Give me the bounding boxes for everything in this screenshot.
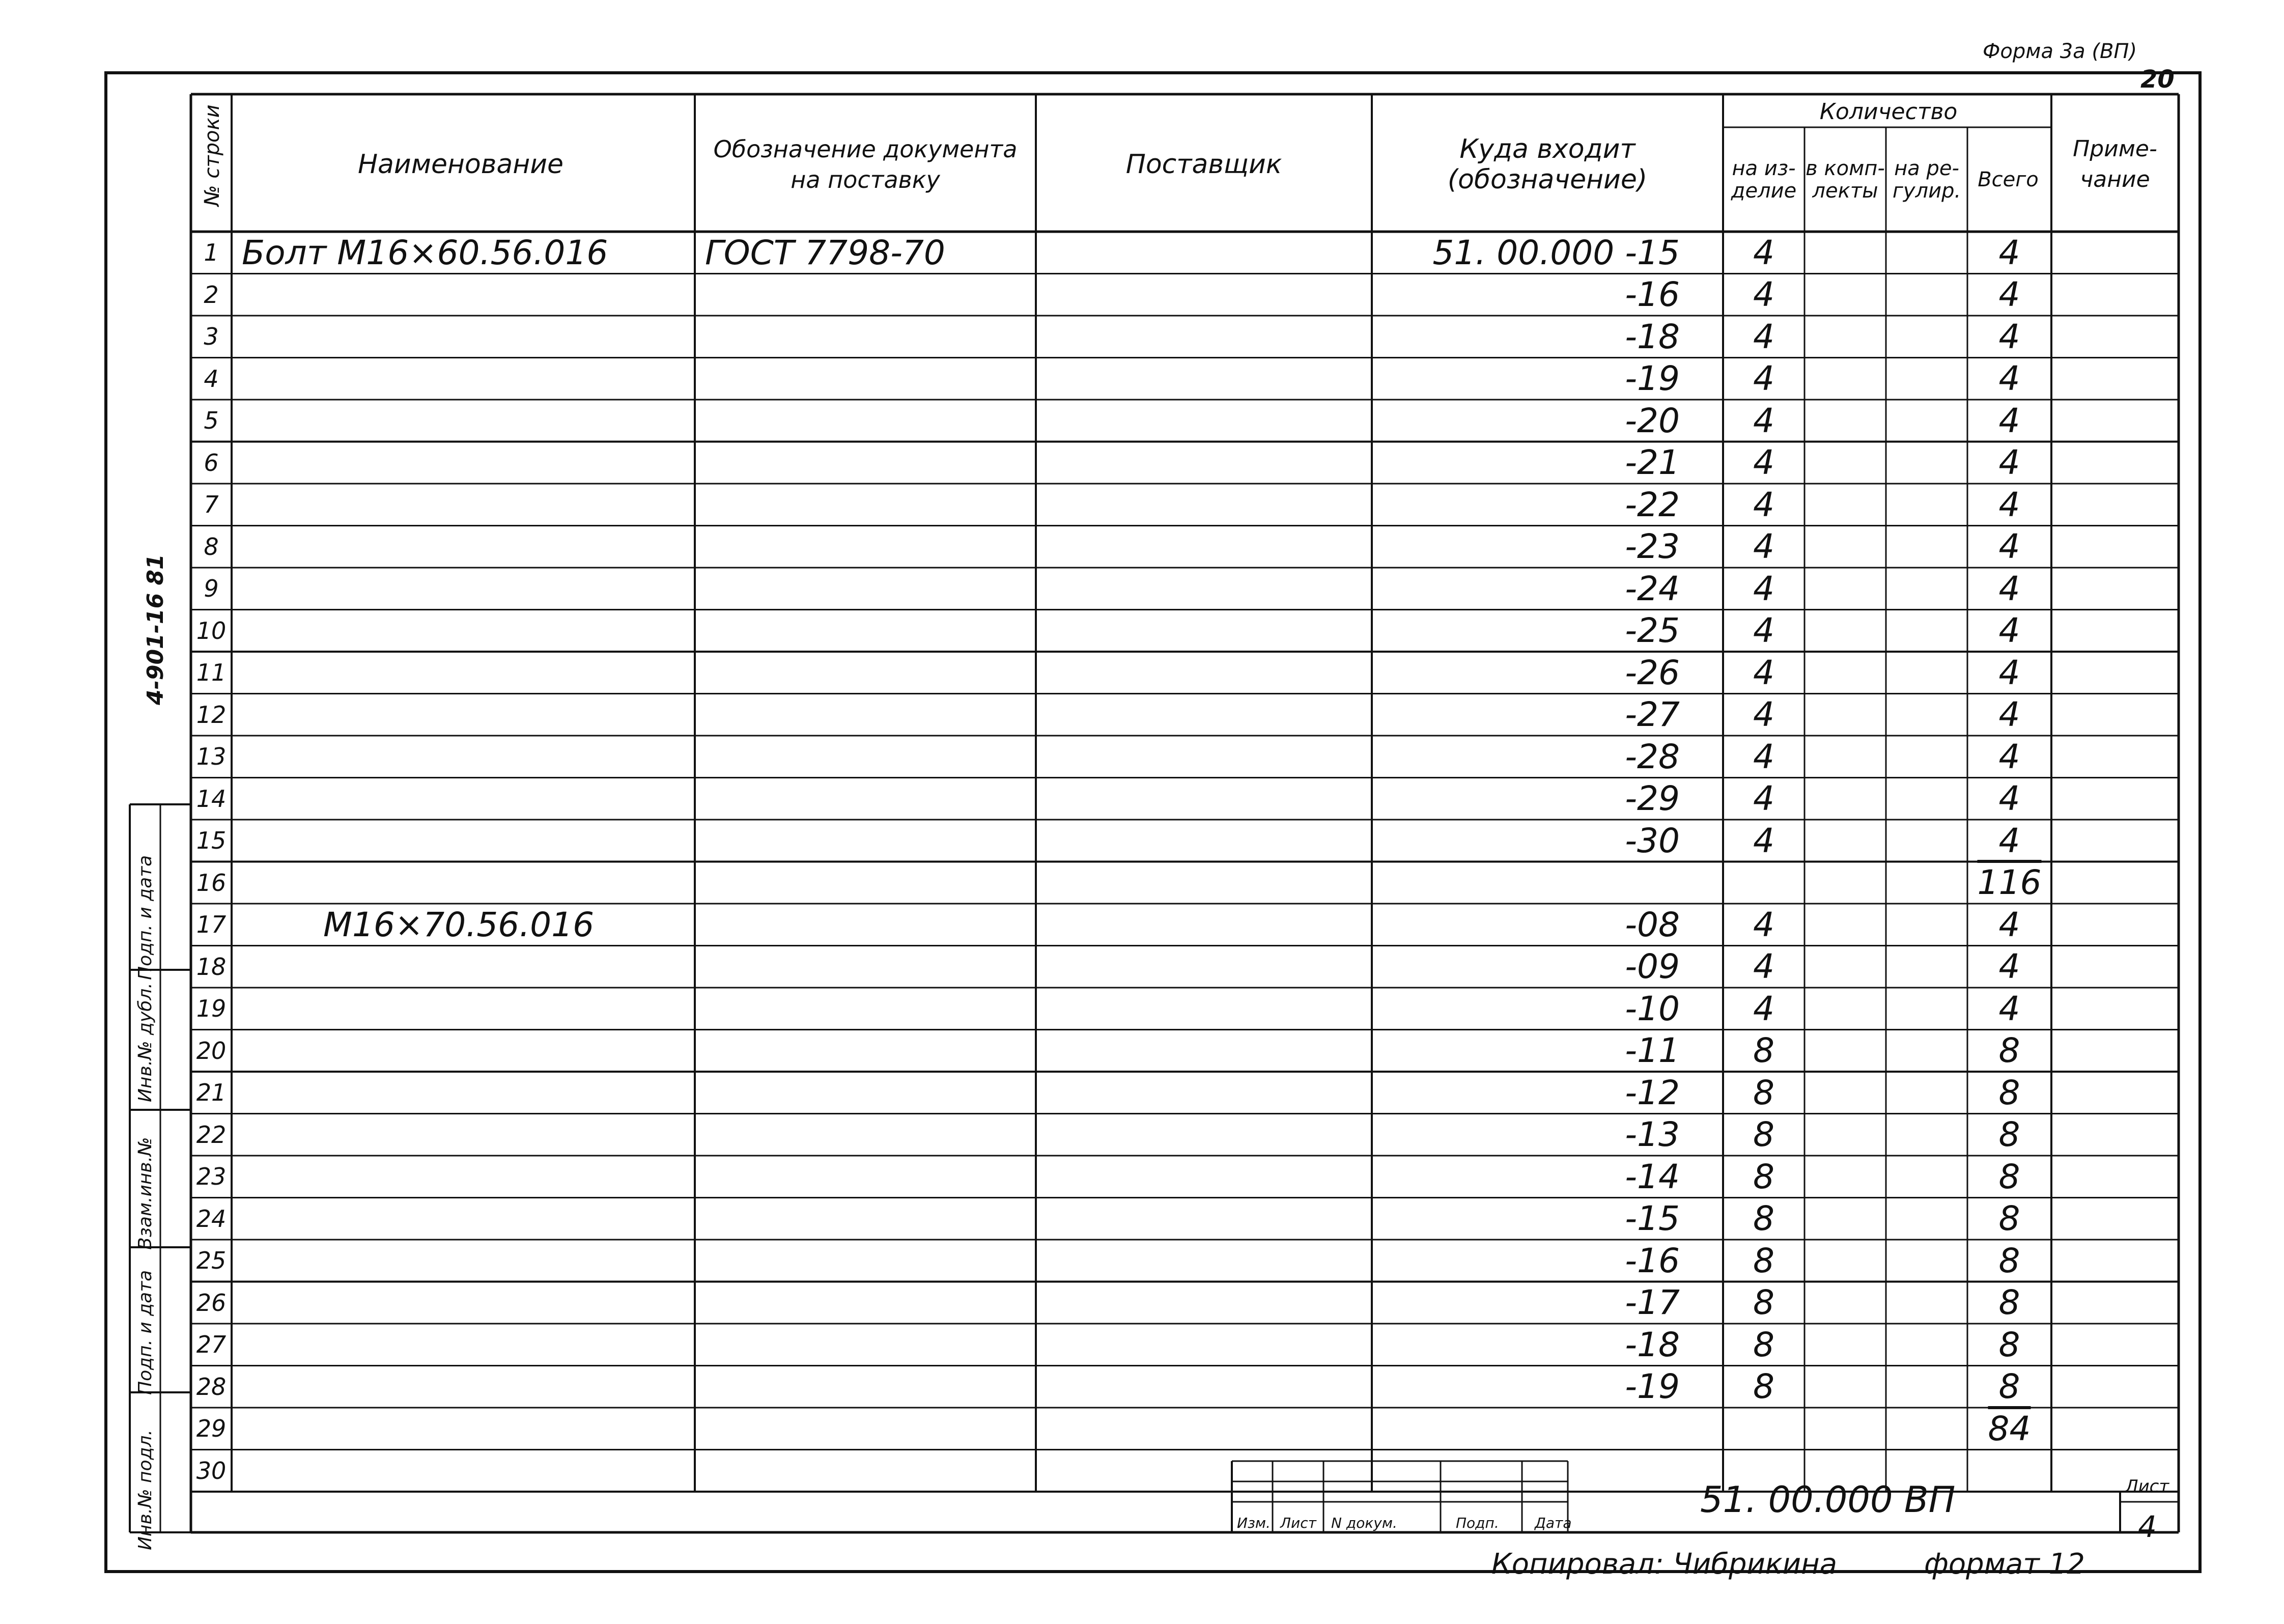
qty-per-item: 4 <box>1753 695 1774 735</box>
delivery-doc <box>705 400 1036 442</box>
header-qty-in-kit: в комп-лекты <box>1806 156 1885 203</box>
copied-by: Копировал: Чибрикина <box>1491 1548 1838 1581</box>
qty-per-item: 4 <box>1753 737 1774 776</box>
destination: -23 <box>1625 527 1680 567</box>
item-name <box>242 358 695 400</box>
item-name <box>242 1198 695 1240</box>
header-qty-per-item: на из-делие <box>1731 156 1797 203</box>
qty-total: 8 <box>1998 1367 2020 1407</box>
delivery-doc <box>705 568 1036 610</box>
row-number: 23 <box>196 1163 227 1191</box>
item-name <box>242 568 695 610</box>
destination: -12 <box>1625 1073 1680 1112</box>
row-number: 12 <box>196 701 227 729</box>
qty-per-item: 4 <box>1753 653 1774 692</box>
delivery-doc <box>705 526 1036 568</box>
row-number: 30 <box>196 1457 227 1485</box>
sheet-label: Лист <box>2125 1476 2169 1497</box>
delivery-doc <box>705 778 1036 820</box>
destination: -30 <box>1625 821 1680 860</box>
destination: -19 <box>1625 1367 1680 1407</box>
item-name: Болт М16×60.56.016 <box>242 233 608 272</box>
item-name <box>242 1156 695 1198</box>
item-name <box>242 610 695 652</box>
header-note: Приме-чание <box>2073 135 2157 192</box>
row-number: 9 <box>204 575 219 603</box>
qty-per-item: 4 <box>1753 821 1774 860</box>
qty-total: 8 <box>1998 1115 2020 1155</box>
destination: -16 <box>1625 1241 1680 1280</box>
destination: -27 <box>1625 695 1680 735</box>
delivery-doc <box>705 1030 1036 1072</box>
tb-izm: Изм. <box>1237 1515 1271 1531</box>
qty-per-item: 4 <box>1753 779 1774 819</box>
row-number: 8 <box>204 533 219 561</box>
qty-total: 4 <box>1998 905 2020 944</box>
header-qty-reg: на ре-гулир. <box>1892 156 1961 203</box>
row-number: 6 <box>204 449 219 477</box>
sheet-number: 4 <box>2138 1509 2157 1544</box>
delivery-doc <box>705 1408 1036 1450</box>
row-number: 1 <box>204 239 219 267</box>
row-number: 20 <box>196 1037 227 1065</box>
delivery-doc <box>705 736 1036 778</box>
header-name: Наименование <box>357 149 564 180</box>
item-name <box>242 1240 695 1282</box>
row-number: 15 <box>196 827 227 855</box>
delivery-doc <box>705 862 1036 904</box>
qty-per-item: 4 <box>1753 443 1774 483</box>
qty-per-item: 8 <box>1753 1367 1774 1407</box>
qty-total <box>1967 1450 2051 1492</box>
destination: -11 <box>1625 1031 1680 1071</box>
item-name <box>242 1450 695 1492</box>
row-number: 10 <box>196 617 227 645</box>
item-name <box>242 442 695 484</box>
delivery-doc <box>705 946 1036 988</box>
header-row-number: № строки <box>201 104 224 206</box>
destination: -24 <box>1625 569 1680 608</box>
row-number: 28 <box>196 1373 227 1401</box>
qty-total: 8 <box>1998 1073 2020 1112</box>
qty-per-item: 8 <box>1753 1199 1774 1239</box>
qty-total: 8 <box>1998 1157 2020 1196</box>
row-number: 22 <box>196 1121 227 1149</box>
qty-per-item: 4 <box>1753 359 1774 399</box>
qty-total: 8 <box>1998 1283 2020 1323</box>
destination <box>1372 862 1680 904</box>
delivery-doc <box>705 652 1036 694</box>
left-margin-code: 4-901-16 81 <box>143 554 168 705</box>
row-number: 26 <box>196 1289 227 1317</box>
qty-per-item: 4 <box>1753 989 1774 1028</box>
delivery-doc <box>705 442 1036 484</box>
delivery-doc: ГОСТ 7798-70 <box>705 233 945 272</box>
qty-total: 4 <box>1998 527 2020 567</box>
qty-per-item: 4 <box>1753 317 1774 356</box>
top-page-number: 20 <box>2140 65 2175 94</box>
destination: 51. 00.000 -15 <box>1432 233 1680 272</box>
qty-total: 4 <box>1998 233 2020 272</box>
row-number: 21 <box>196 1079 227 1107</box>
qty-per-item: 8 <box>1753 1157 1774 1196</box>
delivery-doc <box>705 1366 1036 1408</box>
row-number: 14 <box>196 785 227 813</box>
row-number: 27 <box>196 1331 227 1359</box>
destination: -20 <box>1625 401 1680 440</box>
destination: -17 <box>1625 1283 1680 1323</box>
header-dest: Куда входит (обозначение) <box>1447 133 1648 195</box>
delivery-doc <box>705 1240 1036 1282</box>
delivery-doc <box>705 988 1036 1030</box>
qty-total: 4 <box>1998 695 2020 735</box>
destination: -08 <box>1625 905 1680 944</box>
stamp-inv-orig: Инв.№ подл. <box>135 1430 156 1550</box>
row-number: 19 <box>196 995 227 1023</box>
qty-per-item: 8 <box>1753 1283 1774 1323</box>
item-name <box>242 736 695 778</box>
item-name <box>242 400 695 442</box>
row-number: 17 <box>196 911 227 939</box>
destination: -22 <box>1625 485 1680 524</box>
stamp-sign-date-1: Подп. и дата <box>135 1270 156 1395</box>
qty-total: 4 <box>1998 485 2020 524</box>
qty-per-item: 4 <box>1753 233 1774 272</box>
row-number: 24 <box>196 1205 227 1233</box>
stamp-inv-dup: Инв.№ дубл. <box>135 983 156 1102</box>
qty-total: 8 <box>1998 1199 2020 1239</box>
tb-list: Лист <box>1280 1515 1316 1531</box>
delivery-doc <box>705 358 1036 400</box>
item-name <box>242 1072 695 1114</box>
qty-per-item: 4 <box>1753 485 1774 524</box>
qty-total: 4 <box>1998 737 2020 776</box>
qty-per-item: 8 <box>1753 1031 1774 1071</box>
qty-per-item: 4 <box>1753 275 1774 315</box>
row-number: 4 <box>204 365 219 393</box>
row-number: 5 <box>204 407 219 435</box>
qty-per-item: 4 <box>1753 401 1774 440</box>
tb-data: Дата <box>1535 1515 1572 1531</box>
destination: -26 <box>1625 653 1680 692</box>
qty-per-item: 8 <box>1753 1325 1774 1364</box>
delivery-doc <box>705 1156 1036 1198</box>
qty-per-item <box>1723 1408 1804 1450</box>
destination: -15 <box>1625 1199 1680 1239</box>
row-number: 25 <box>196 1247 227 1275</box>
tb-ndoc: N докум. <box>1331 1515 1397 1531</box>
qty-total: 4 <box>1998 611 2020 651</box>
item-name <box>242 316 695 358</box>
destination: -13 <box>1625 1115 1680 1155</box>
designation: 51. 00.000 ВП <box>1700 1479 1956 1521</box>
row-number: 3 <box>204 323 219 351</box>
item-name <box>242 1408 695 1450</box>
qty-total: 4 <box>1998 443 2020 483</box>
qty-total: 4 <box>1998 653 2020 692</box>
header-qty-total: Всего <box>1978 167 2039 191</box>
delivery-doc <box>705 694 1036 736</box>
destination: -18 <box>1625 317 1680 356</box>
qty-total: 4 <box>1998 317 2020 356</box>
qty-total: 116 <box>1977 863 2042 903</box>
qty-total: 8 <box>1998 1325 2020 1364</box>
delivery-doc <box>705 274 1036 316</box>
delivery-doc <box>705 904 1036 946</box>
item-name <box>242 778 695 820</box>
destination <box>1372 1450 1680 1492</box>
qty-per-item: 4 <box>1753 527 1774 567</box>
header-supplier: Поставщик <box>1125 149 1282 180</box>
row-number: 18 <box>196 953 227 981</box>
qty-total: 8 <box>1998 1241 2020 1280</box>
item-name <box>242 862 695 904</box>
destination: -14 <box>1625 1157 1680 1196</box>
stamp-sign-date-2: Подп. и дата <box>135 855 156 980</box>
destination: -25 <box>1625 611 1680 651</box>
item-name <box>242 1366 695 1408</box>
qty-total: 8 <box>1998 1031 2020 1071</box>
destination: -10 <box>1625 989 1680 1028</box>
qty-total: 4 <box>1998 947 2020 987</box>
qty-per-item: 8 <box>1753 1073 1774 1112</box>
qty-total: 4 <box>1998 359 2020 399</box>
item-name <box>242 1114 695 1156</box>
item-name <box>242 694 695 736</box>
delivery-doc <box>705 820 1036 862</box>
row-number: 29 <box>196 1415 227 1443</box>
qty-per-item: 4 <box>1753 611 1774 651</box>
destination: -19 <box>1625 359 1680 399</box>
delivery-doc <box>705 1198 1036 1240</box>
row-number: 7 <box>204 491 219 519</box>
row-number: 2 <box>204 281 219 309</box>
destination: -18 <box>1625 1325 1680 1364</box>
tb-podp: Подп. <box>1456 1515 1499 1531</box>
item-name <box>242 1030 695 1072</box>
item-name <box>242 1324 695 1366</box>
form-label: Форма 3а (ВП) <box>1983 40 2137 63</box>
item-name <box>242 484 695 526</box>
item-name <box>242 526 695 568</box>
delivery-doc <box>705 1114 1036 1156</box>
item-name <box>242 820 695 862</box>
header-qty-group: Количество <box>1819 99 1958 125</box>
row-number: 11 <box>196 659 227 687</box>
qty-per-item: 4 <box>1753 569 1774 608</box>
item-name <box>242 274 695 316</box>
delivery-doc <box>705 610 1036 652</box>
qty-per-item: 4 <box>1753 947 1774 987</box>
item-name <box>242 988 695 1030</box>
destination <box>1372 1408 1680 1450</box>
qty-total: 4 <box>1998 779 2020 819</box>
qty-total: 4 <box>1998 569 2020 608</box>
destination: -16 <box>1625 275 1680 315</box>
destination: -28 <box>1625 737 1680 776</box>
qty-total: 4 <box>1998 275 2020 315</box>
delivery-doc <box>705 484 1036 526</box>
delivery-doc <box>705 1282 1036 1324</box>
row-number: 13 <box>196 743 227 771</box>
qty-per-item <box>1723 862 1804 904</box>
delivery-doc <box>705 1324 1036 1366</box>
destination: -29 <box>1625 779 1680 819</box>
delivery-doc <box>705 1450 1036 1492</box>
qty-total: 4 <box>1998 401 2020 440</box>
stamp-replace-inv: Взам.инв.№ <box>135 1137 156 1250</box>
qty-total: 84 <box>1988 1409 2031 1448</box>
qty-total: 4 <box>1998 989 2020 1028</box>
delivery-doc <box>705 316 1036 358</box>
destination: -21 <box>1625 443 1680 483</box>
qty-per-item: 8 <box>1753 1115 1774 1155</box>
format-label: формат 12 <box>1924 1548 2085 1581</box>
header-doc: Обозначение документа на поставку <box>713 135 1018 193</box>
item-name <box>242 652 695 694</box>
item-name <box>242 946 695 988</box>
destination: -09 <box>1625 947 1680 987</box>
qty-per-item: 4 <box>1753 905 1774 944</box>
qty-total: 4 <box>1998 821 2020 860</box>
item-name: М16×70.56.016 <box>323 905 595 944</box>
item-name <box>242 1282 695 1324</box>
qty-per-item: 8 <box>1753 1241 1774 1280</box>
row-number: 16 <box>196 869 227 897</box>
delivery-doc <box>705 1072 1036 1114</box>
